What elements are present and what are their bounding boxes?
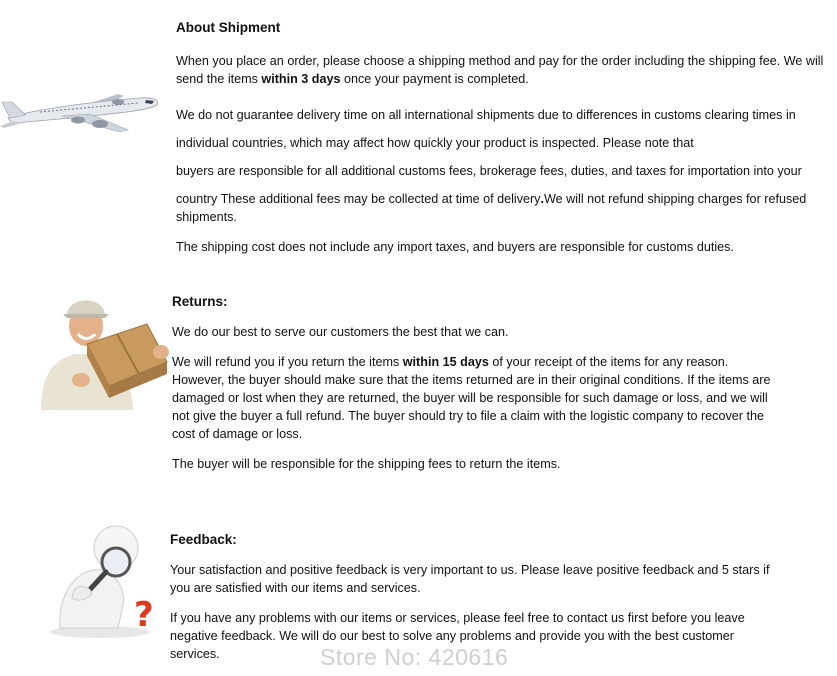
question-mark-icon: ? <box>134 595 154 635</box>
shipment-p2-line4-dot: . <box>540 192 544 206</box>
magnifier-figure-icon <box>30 520 170 640</box>
shipment-heading: About Shipment <box>176 20 281 35</box>
shipment-p1-bold: within 3 days <box>261 72 341 86</box>
shipment-paragraph-2-line-3: buyers are responsible for all additional customs fees, brokerage fees, duties, and taxes for importation into your <box>176 164 802 178</box>
feedback-heading: Feedback: <box>170 532 237 547</box>
shipment-section <box>176 20 828 256</box>
shipment-p2-line4-text: country These additional fees may be collected at time of delivery <box>176 192 541 206</box>
feedback-paragraph-2: If you have any problems with our items or services, please feel free to contact us first before you leave negative feedback. We will do our best to solve any problems and provide you with the best customer services. <box>170 611 745 661</box>
shipment-paragraph-2-line-2: individual countries, which may affect how quickly your product is inspected. Please note that <box>176 136 694 150</box>
returns-section <box>172 294 782 473</box>
shipment-p1-text-end: once your payment is completed. <box>340 72 529 86</box>
delivery-man-icon <box>35 288 170 410</box>
returns-paragraph-1: We do our best to serve our customers the best that we can. <box>172 325 509 339</box>
airplane-icon <box>0 80 165 140</box>
returns-p2-text-end: of your receipt of the items for any reason. However, the buyer should make sure that the items returned are in their original conditions. If the items are damaged or lost when they are returned, the buyer will be responsible for such damage or loss, and we will not give the buyer a full refund. The buyer should try to file a claim with the logistic company to recover the cost of damage or loss. <box>172 355 771 441</box>
returns-paragraph-2 <box>172 353 782 443</box>
shipment-paragraph-3: The shipping cost does not include any import taxes, and buyers are responsible for customs duties. <box>176 240 734 254</box>
shipment-p1-text: When you place an order, please choose a shipping method and pay for the order including the shipping fee. We will send the items <box>176 54 824 86</box>
returns-heading: Returns: <box>172 294 228 309</box>
feedback-paragraph-1: Your satisfaction and positive feedback is very important to us. Please leave positive feedback and 5 stars if you are satisfied with our items and services. <box>170 563 770 595</box>
shipment-p2-line4-text-end: We will not refund shipping charges for refused shipments. <box>176 192 807 224</box>
returns-p2-text: We will refund you if you return the items <box>172 355 403 369</box>
shipment-paragraph-1 <box>176 52 828 88</box>
shipment-paragraph-2-line-4 <box>176 190 828 226</box>
shipment-paragraph-2-line-1: We do not guarantee delivery time on all international shipments due to differences in customs clearing times in <box>176 108 796 122</box>
returns-p2-bold: within 15 days <box>402 355 489 369</box>
store-watermark: Store No: 420616 <box>320 644 509 670</box>
returns-paragraph-3: The buyer will be responsible for the shipping fees to return the items. <box>172 457 561 471</box>
